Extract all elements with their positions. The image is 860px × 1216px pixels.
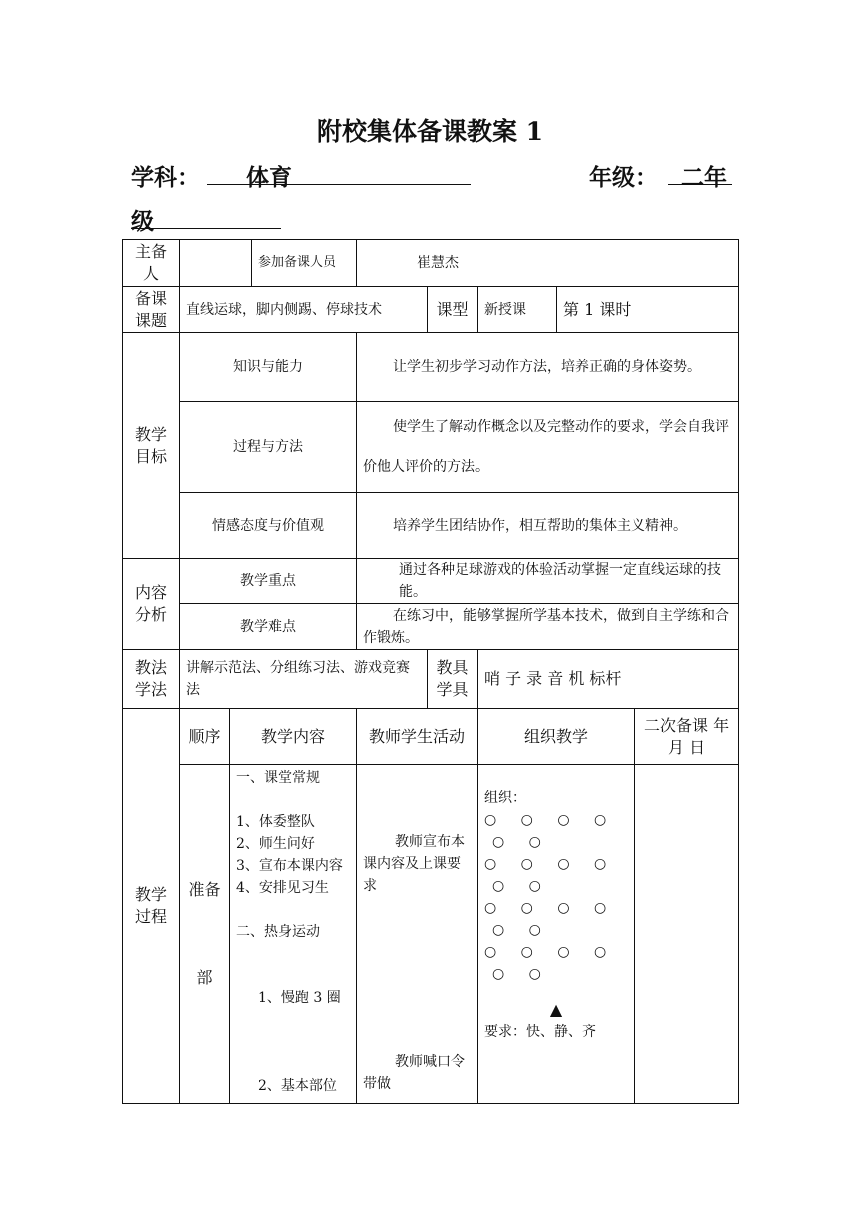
stage-label: 准备部 xyxy=(180,765,230,1104)
lesson-plan-table xyxy=(122,239,739,1104)
analysis-label: 内容分析 xyxy=(123,559,180,650)
formation-row: ○ ○ ○ ○ xyxy=(484,812,607,828)
col-org: 组织教学 xyxy=(478,709,635,765)
formation-row: ○ ○ xyxy=(492,834,541,850)
analysis-item-text: 在练习中，能够掌握所学基本技术，做到自主学练和合作锻炼。 xyxy=(357,604,739,650)
grade-value: 二年 xyxy=(681,164,727,191)
col-activity: 教师学生活动 xyxy=(357,709,478,765)
content-line: 二、热身运动 xyxy=(236,924,320,940)
goal-text: 让学生初步学习动作方法，培养正确的身体姿势。 xyxy=(357,333,739,402)
tools-value: 哨 子 录 音 机 标杆 xyxy=(478,650,739,709)
formation-row: ○ ○ xyxy=(492,922,541,938)
col-order: 顺序 xyxy=(180,709,230,765)
goal-label: 知识与能力 xyxy=(180,333,357,402)
preparer-value xyxy=(180,240,252,287)
tools-label: 教具学具 xyxy=(428,650,478,709)
content-line: 一、课堂常规 xyxy=(236,770,320,786)
second-prep-cell xyxy=(635,765,739,1104)
method-label: 教法学法 xyxy=(123,650,180,709)
participants-value: 崔慧杰 xyxy=(357,240,739,287)
col-content: 教学内容 xyxy=(230,709,357,765)
formation-row: ○ ○ xyxy=(492,878,541,894)
period-value: 第 1 课时 xyxy=(557,287,739,333)
content-cell xyxy=(230,765,357,1104)
org-label: 组织： xyxy=(484,790,526,806)
content-line: 1、体委整队 xyxy=(236,814,315,830)
content-line: 2、基本部位 xyxy=(258,1078,337,1094)
grade-value-cont: 级 xyxy=(131,208,154,235)
col-second: 二次备课 年 月 日 xyxy=(635,709,739,765)
org-requirement: 要求：快、静、齐 xyxy=(484,1024,596,1040)
teacher-marker-icon: ▲ xyxy=(549,1000,563,1019)
formation-row: ○ ○ ○ ○ xyxy=(484,856,607,872)
goal-label: 过程与方法 xyxy=(180,402,357,493)
topic-label: 备课课题 xyxy=(123,287,180,333)
org-cell xyxy=(478,765,635,1104)
content-line: 2、师生问好 xyxy=(236,836,315,852)
process-label: 教学过程 xyxy=(123,709,180,1104)
activity-text: 教师喊口令带做 xyxy=(363,1054,465,1092)
participants-label: 参加备课人员 xyxy=(252,240,357,287)
analysis-item-label: 教学重点 xyxy=(180,559,357,604)
page-title: 附校集体备课教案 1 xyxy=(316,117,544,146)
goal-text: 使学生了解动作概念以及完整动作的要求，学会自我评价他人评价的方法。 xyxy=(357,402,739,493)
subject-label: 学科： xyxy=(131,164,200,191)
subject-value: 体育 xyxy=(246,164,292,191)
content-line: 1、慢跑 3 圈 xyxy=(258,990,341,1006)
content-line: 4、安排见习生 xyxy=(236,880,329,896)
goals-label: 教学目标 xyxy=(123,333,180,559)
activity-text: 教师宣布本课内容及上课要求 xyxy=(363,834,465,894)
formation-row: ○ ○ ○ ○ xyxy=(484,900,607,916)
activity-cell xyxy=(357,765,478,1104)
type-value: 新授课 xyxy=(478,287,557,333)
content-line: 3、宣布本课内容 xyxy=(236,858,343,874)
formation-row: ○ ○ ○ ○ xyxy=(484,944,607,960)
grade-label: 年级： xyxy=(589,164,658,191)
preparer-label: 主备人 xyxy=(123,240,180,287)
analysis-item-text: 通过各种足球游戏的体验活动掌握一定直线运球的技能。 xyxy=(357,559,739,604)
type-label: 课型 xyxy=(428,287,478,333)
method-value: 讲解示范法、分组练习法、游戏竞赛法 xyxy=(180,650,428,709)
goal-label: 情感态度与价值观 xyxy=(180,493,357,559)
topic-value: 直线运球，脚内侧踢、停球技术 xyxy=(180,287,428,333)
formation-row: ○ ○ xyxy=(492,966,541,982)
goal-text: 培养学生团结协作，相互帮助的集体主义精神。 xyxy=(357,493,739,559)
analysis-item-label: 教学难点 xyxy=(180,604,357,650)
